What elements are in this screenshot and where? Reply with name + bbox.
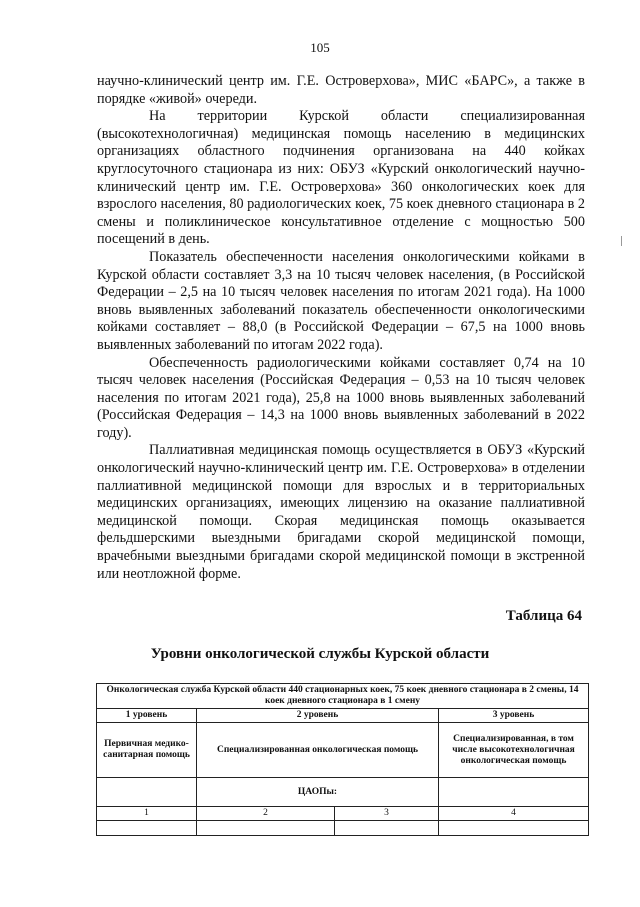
level-2-cell: 2 уровень [197, 709, 439, 723]
level-1-description: Первичная медико-санитарная помощь [97, 723, 197, 778]
level-1-cell: 1 уровень [97, 709, 197, 723]
level-2-description: Специализированная онкологическая помощь [197, 723, 439, 778]
table-cell [197, 821, 335, 836]
paragraph: научно-клинический центр им. Г.Е. Островерхова», МИС «БАРС», а также в порядке «живой» очереди. [97, 73, 585, 107]
table-row [97, 821, 589, 836]
table-cell [97, 778, 197, 807]
level-3-cell: 3 уровень [439, 709, 589, 723]
table-label: Таблица 64 [505, 608, 582, 624]
oncology-levels-table [96, 683, 589, 836]
table-cell [439, 821, 589, 836]
column-number-cell: 2 [197, 807, 335, 821]
table-row [97, 778, 589, 807]
table-cell [97, 821, 197, 836]
paragraph: На территории Курской области специализированная (высокотехнологичная) медицинская помощь населению в медицинских организациях областного подчинения организована на 440 койках круглосуточного стационара из них: ОБУЗ «Курский онкологический научно-клинический центр им. Г.Е. Островерхова» 360 онкологических коек для взрослого населения, 80 радиологических коек, 75 коек дневного стационара в 2 смены и поликлиническое консультативное отделение с мощностью 500 посещений в день. [97, 108, 585, 248]
tsaop-cell: ЦАОПы: [197, 778, 439, 807]
paragraph: Обеспеченность радиологическими койками составляет 0,74 на 10 тысяч человек населения (Российская Федерация – 0,53 на 10 тысяч человек населения по итогам 2021 года), 25,8 на 1000 вновь выявленных заболеваний (Российская Федерация – 14,3 на 1000 вновь выявленных заболеваний в 2022 году). [97, 354, 585, 441]
table-row [97, 684, 589, 709]
column-number-cell: 1 [97, 807, 197, 821]
level-3-description: Специализированная, в том числе высокотехнологичная онкологическая помощь [439, 723, 589, 778]
body-text [97, 73, 585, 583]
margin-mark [621, 236, 622, 246]
paragraph: Паллиативная медицинская помощь осуществляется в ОБУЗ «Курский онкологический научно-клинический центр им. Г.Е. Островерхова» в отделении паллиативной медицинской помощи для взрослых и в территориальных медицинских организациях, имеющих лицензию на оказание паллиативной медицинской помощи. Скорая медицинская помощь оказывается фельдшерскими выездными бригадами скорой медицинской помощи, врачебными выездными бригадами скорой медицинской помощи в экстренной или неотложной форме. [97, 442, 585, 582]
column-number-cell: 3 [335, 807, 439, 821]
column-number-cell: 4 [439, 807, 589, 821]
page-number: 105 [310, 40, 330, 55]
table-cell [335, 821, 439, 836]
table-title: Уровни онкологической службы Курской области [150, 646, 490, 662]
table-header-cell: Онкологическая служба Курской области 440 стационарных коек, 75 коек дневного стационара в 2 смены, 14 коек дневного стационара в 1 смену [97, 684, 589, 709]
table-row [97, 807, 589, 821]
paragraph: Показатель обеспеченности населения онкологическими койками в Курской области составляет 3,3 на 10 тысяч человек населения, (в Российской Федерации – 2,5 на 10 тысяч человек населения по итогам 2021 года). На 1000 вновь выявленных заболеваний показатель обеспеченности онкологическими койками составляет – 88,0 (в Российской Федерации – 67,5 на 1000 вновь выявленных заболеваний по итогам 2022 года). [97, 248, 585, 353]
table-cell [439, 778, 589, 807]
table-row [97, 709, 589, 723]
